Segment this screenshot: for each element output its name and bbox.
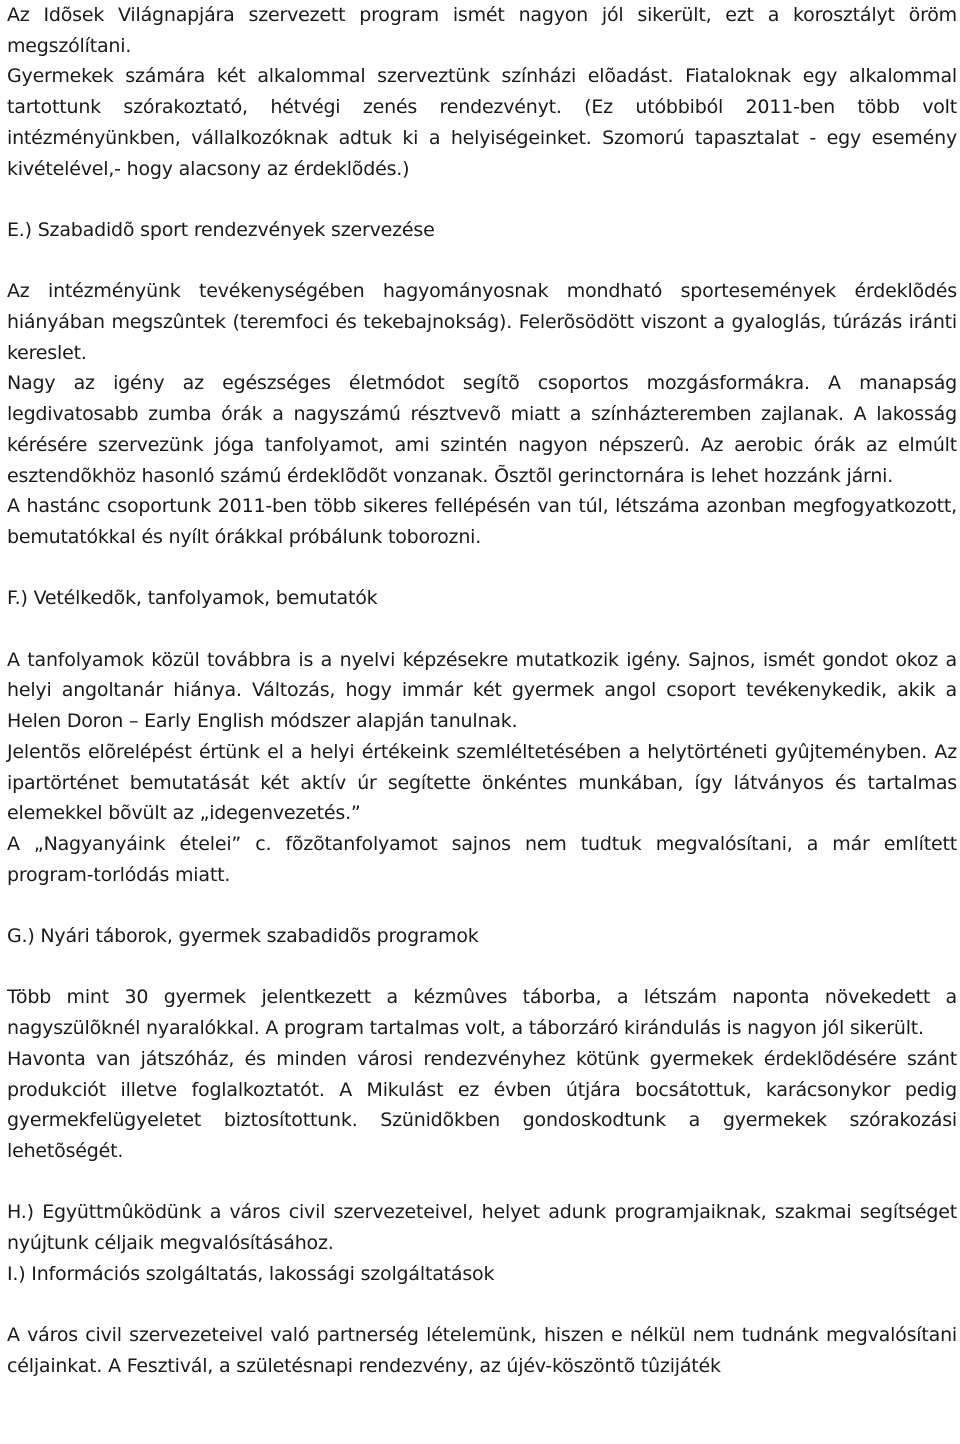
paragraph-nagyanyaink: A „Nagyanyáink ételei” c. fõzõtanfolyamot sajnos nem tudtuk megvalósítani, a már említett program-torlódás miatt. (7, 832, 957, 886)
paragraph-kezmuves-tabor: Több mint 30 gyermek jelentkezett a kézmûves táborba, a létszám naponta növekedett a nagyszülõknél nyaralókkal. A program tartalmas volt, a táborzáró kirándulás is nagyon jól sikerült. (7, 986, 957, 1040)
paragraph-mozgasformak: Nagy az igény az egészséges életmódot segítõ csoportos mozgásformákra. A manapság legdivatosabb zumba órák a nagyszámú résztvevõ miatt a színházteremben zajlanak. A lakosság kérésére szervezünk jóga tanfolyamot, ami szintén nagyon népszerû. Az aerobic órák az elmúlt esztendõkhöz hasonló számú érdeklõdõt vonzanak. Õsztõl gerinctornára is lehet hozzánk járni. (7, 372, 957, 487)
document-page (7, 0, 957, 1382)
paragraph-helytorteneti: Jelentõs elõrelépést értünk el a helyi értékeink szemléltetésében a helytörténeti gyûjteményben. Az ipartörténet bemutatását két aktív úr segítette önkéntes munkában, így látványos és tartalmas elemekkel bõvült az „idegenvezetés.” (7, 740, 957, 825)
paragraph-civil-szervezetek: A város civil szervezeteivel való partnerség lételemünk, hiszen e nélkül nem tudnánk megvalósítani céljainkat. A Fesztivál, a születésnapi rendezvény, az újév-köszöntõ tûzijáték (7, 1324, 957, 1377)
paragraph-idosek-vilagnapja: Az Idõsek Világnapjára szervezett program ismét nagyon jól sikerült, ezt a korosztályt öröm megszólítani. (7, 4, 957, 57)
section-heading-f: F.) Vetélkedõk, tanfolyamok, bemutatók (7, 587, 378, 610)
section-heading-e: E.) Szabadidõ sport rendezvények szervezése (7, 218, 435, 241)
paragraph-tanfolyamok: A tanfolyamok közül továbbra is a nyelvi képzésekre mutatkozik igény. Sajnos, ismét gondot okoz a helyi angoltanár hiánya. Változás, hogy immár két gyermek angol csoport tevékenykedik, akik a Helen Doron – Early English módszer alapján tanulnak. (7, 648, 957, 733)
paragraph-hastanc: A hastánc csoportunk 2011-ben több sikeres fellépésén van túl, létszáma azonban megfogyatkozott, bemutatókkal és nyílt órákkal próbálunk toborozni. (7, 495, 957, 548)
paragraph-gyermekek-szinhaz: Gyermekek számára két alkalommal szerveztünk színházi elõadást. Fiataloknak egy alkalommal tartottunk szórakoztató, hétvégi zenés rendezvényt. (Ez utóbbiból 2011-ben több volt intézményünkben, vállalkozóknak adtuk ki a helyiségeinket. Szomorú tapasztalat - egy esemény kivételével,- hogy alacsony az érdeklõdés.) (7, 65, 957, 180)
section-heading-g: G.) Nyári táborok, gyermek szabadidõs programok (7, 925, 479, 948)
paragraph-jatszohaz: Havonta van játszóház, és minden városi rendezvényhez kötünk gyermekek érdeklõdésére szánt produkciót illetve foglalkoztatót. A Mikulást ez évben útjára bocsátottuk, karácsonykor pedig gyermekfelügyeletet biztosítottunk. Szünidõkben gondoskodtunk a gyermekek szórakozási lehetõségét. (7, 1047, 957, 1162)
section-heading-i: I.) Információs szolgáltatás, lakossági szolgáltatások (7, 1262, 495, 1285)
paragraph-sportesemenyek: Az intézményünk tevékenységében hagyományosnak mondható sportesemények érdeklõdés hiányában megszûntek (teremfoci és tekebajnokság). Felerõsödött viszont a gyaloglás, túrázás iránti kereslet. (7, 280, 957, 364)
section-heading-h: H.) Együttmûködünk a város civil szervezeteivel, helyet adunk programjaiknak, szakmai segítséget nyújtunk céljaik megvalósításához. (7, 1201, 957, 1255)
